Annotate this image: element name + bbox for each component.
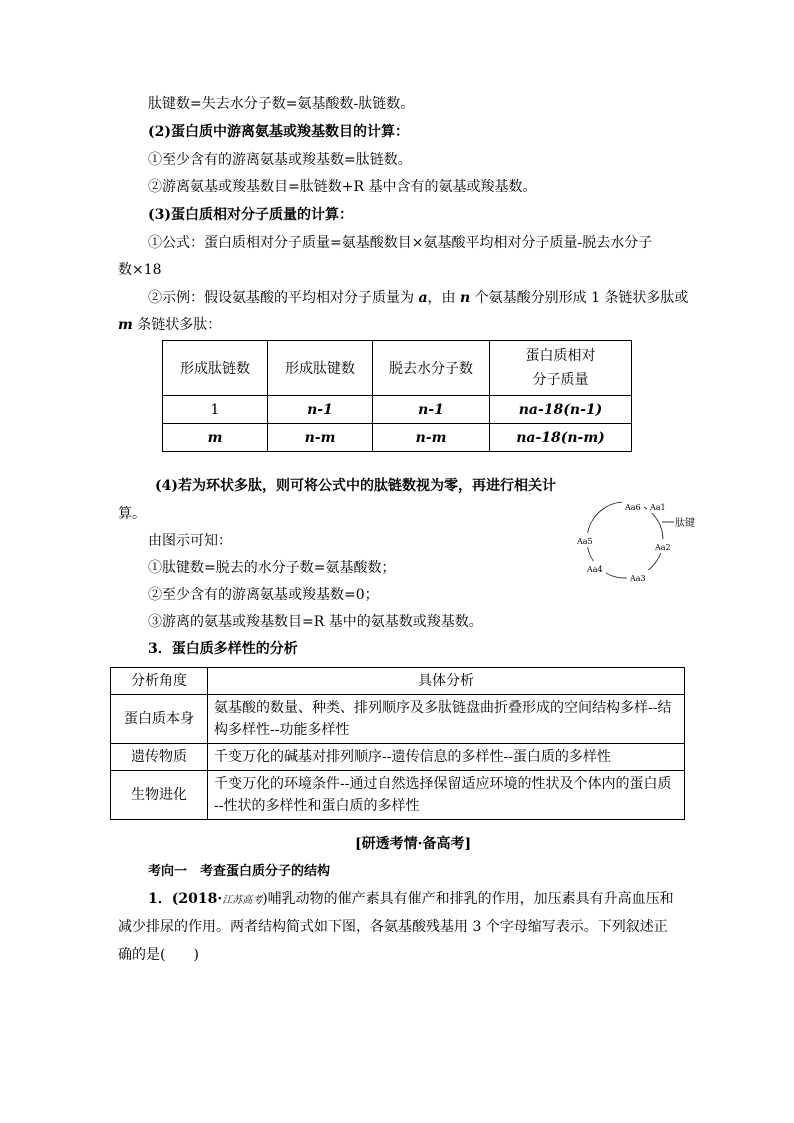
t1-header-water: 脱去水分子数 <box>373 341 490 396</box>
t2-angle: 生物进化 <box>111 771 208 820</box>
text-line-example-cont <box>118 315 221 335</box>
t2-detail <box>208 744 685 771</box>
table-row <box>111 771 685 820</box>
table-row <box>163 396 632 424</box>
node-aa2: Aa2 <box>655 543 671 552</box>
t2-detail <box>208 771 685 820</box>
t1-cell: n-m <box>268 424 373 452</box>
question-1-line-2: 减少排尿的作用。两者结构简式如下图，各氨基酸残基用 3 个字母缩写表示。下列叙述正 <box>118 919 668 935</box>
t1-header-mass-line1: 蛋白质相对 <box>525 348 596 364</box>
node-aa3: Aa3 <box>630 574 646 583</box>
t1-cell: na-18(n-1) <box>490 396 632 424</box>
t2-detail-line: --性状的多样性和蛋白质的多样性 <box>214 798 420 814</box>
text-line-cyclic-2: ②至少含有的游离氨基或羧基数=0； <box>148 587 379 603</box>
diversity-table <box>110 667 685 820</box>
t2-detail-line: 构多样性--功能多样性 <box>214 722 350 738</box>
text-line-min-free-groups: ①至少含有的游离氨基或羧基数=肽链数。 <box>148 152 412 168</box>
t1-cell: n-m <box>373 424 490 452</box>
t2-detail <box>208 695 685 744</box>
t1-header-bonds: 形成肽键数 <box>268 341 373 396</box>
table-row <box>111 695 685 744</box>
question-1-line-3: 确的是( ) <box>118 947 199 963</box>
t1-cell: m <box>163 424 268 452</box>
text-line-diagram-intro: 由图示可知： <box>148 533 232 549</box>
t1-header-chains: 形成肽链数 <box>163 341 268 396</box>
node-aa4: Aa4 <box>587 565 603 574</box>
t1-cell: n-1 <box>268 396 373 424</box>
text-line-example <box>148 288 688 308</box>
heading-molecular-mass: (3)蛋白质相对分子质量的计算： <box>148 207 353 223</box>
text-line-free-groups-count: ②游离氨基或羧基数目=肽链数+R 基中含有的氨基或羧基数。 <box>148 179 537 195</box>
node-aa5: Aa5 <box>577 537 593 546</box>
cyclic-peptide-diagram <box>570 495 710 590</box>
t2-header-angle: 分析角度 <box>111 668 208 695</box>
q1-prefix: 1．(2018· <box>148 891 223 907</box>
t2-angle: 遗传物质 <box>111 744 208 771</box>
example-var-a: a <box>418 290 428 306</box>
heading-diversity: 3．蛋白质多样性的分析 <box>148 641 298 657</box>
example-var-n: n <box>459 290 471 306</box>
table-row <box>163 424 632 452</box>
example-var-m: m <box>118 317 133 333</box>
table-row <box>111 744 685 771</box>
question-1-line-1 <box>148 889 674 911</box>
t2-angle: 蛋白质本身 <box>111 695 208 744</box>
heading-cyclic-peptide: (4)若为环状多肽，则可将公式中的肽链数视为零，再进行相关计 <box>155 478 556 494</box>
node-aa6: Aa6 <box>625 503 641 512</box>
node-aa1: Aa1 <box>650 503 666 512</box>
peptide-bond-label: 肽键 <box>675 518 695 529</box>
t2-header-detail: 具体分析 <box>208 668 685 695</box>
t2-detail-line: 千变万化的碱基对排列顺序--遗传信息的多样性--蛋白质的多样性 <box>214 749 611 765</box>
heading-free-amino-carboxyl: (2)蛋白质中游离氨基或羧基数目的计算： <box>148 124 409 140</box>
t1-cell: n-1 <box>373 396 490 424</box>
t2-detail-line: 千变万化的环境条件--通过自然选择保留适应环境的性状及个体内的蛋白质 <box>214 776 672 792</box>
example-part-3: 个氨基酸分别形成 1 条链状多肽或 <box>470 290 689 306</box>
direction-heading: 考向一 考查蛋白质分子的结构 <box>148 864 331 879</box>
example-part-2: ，由 <box>427 290 460 306</box>
text-line-formula-cont: 数×18 <box>118 262 162 278</box>
t1-cell: 1 <box>163 396 268 424</box>
example-part-4: 条链状多肽： <box>132 317 222 333</box>
t1-header-mass-line2: 分子质量 <box>532 372 589 388</box>
t1-cell: na-18(n-m) <box>490 424 632 452</box>
t2-detail-line: 氨基酸的数量、种类、排列顺序及多肽链盘曲折叠形成的空间结构多样--结 <box>214 700 672 716</box>
q1-source: 江苏高考 <box>222 895 263 906</box>
text-line-cyclic-3: ③游离的氨基或羧基数目=R 基中的氨基数或羧基数。 <box>148 614 483 630</box>
text-line-cyclic-1: ①肽键数=脱去的水分子数=氨基酸数； <box>148 560 396 576</box>
q1-text: )哺乳动物的催产素具有催产和排乳的作用，加压素具有升高血压和 <box>262 891 674 907</box>
text-line-formula: ①公式：蛋白质相对分子质量=氨基酸数目×氨基酸平均相对分子质量-脱去水分子 <box>148 235 653 251</box>
text-line-peptide-bond-count: 肽键数=失去水分子数=氨基酸数-肽链数。 <box>148 96 415 112</box>
t1-header-mass <box>490 341 632 396</box>
text-line-cyclic-cont: 算。 <box>118 506 146 522</box>
example-part-1: ②示例：假设氨基酸的平均相对分子质量为 <box>148 290 419 306</box>
section-title: [研透考情·备高考] <box>355 836 472 852</box>
peptide-calculation-table <box>162 340 632 452</box>
